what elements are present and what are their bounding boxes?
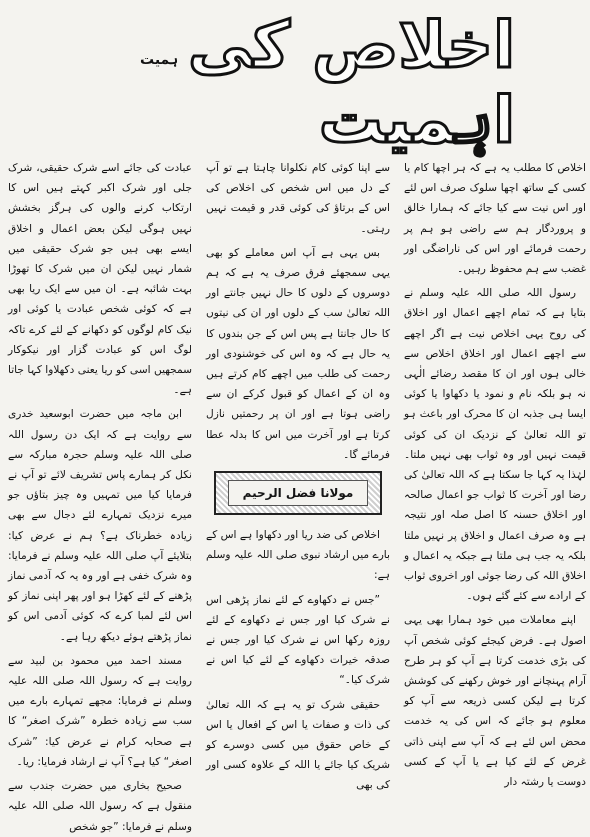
paragraph: اپنے معاملات میں خود ہمارا بھی یہی اصول ہے۔ فرض کیجئے کوئی شخص آپ کی بڑی خدمت کرتا ہے آپ کو ہر طرح آرام پہنچانے اور خوش رکھنے کی کوشش کرتا ہے لیکن کسی ذریعہ سے آپ کو معلوم ہو جائے کہ اس کی یہ خدمت محض اس لئے ہے کہ آپ سے اپنی ذاتی غرض کے لئے کیا ہے یا آپ کے کسی دوست یا رشتہ دار bbox=[404, 614, 586, 789]
paragraph: اخلاص کا مطلب یہ ہے کہ ہر اچھا کام یا کسی کے ساتھ اچھا سلوک صرف اس لئے اور اس نیت سے کیا جائے کہ ہمارا خالق و پروردگار ہم سے راضی ہو ہم پر رحمت فرمائے اور اس کی ناراضگی اور غضب سے ہم محفوظ رہیں۔ bbox=[404, 162, 586, 276]
author-byline-box bbox=[214, 471, 382, 515]
paragraph: ابن ماجہ میں حضرت ابوسعید خدری سے روایت ہے کہ ایک دن رسول اللہ صلی اللہ علیہ وسلم حجرہ مبارکہ سے نکل کر ہمارے پاس تشریف لائے تو آپ نے فرمایا کیا میں تمہیں وہ چیز بتاؤں جو میرے نزدیک تمہارے لئے دجال سے بھی زیادہ خطرناک ہے؟ ہم نے عرض کیا: بتلایئے آپ صلی اللہ علیہ وسلم نے فرمایا: وہ شرک خفی ہے اور وہ یہ کہ آدمی نماز پڑھنے کے لئے کھڑا ہو اور پھر اپنی نماز کو اس لئے لمبا کرے کہ کوئی آدمی اس کو نماز پڑھتے ہوئے دیکھ رہا ہے۔ bbox=[8, 408, 192, 643]
column-middle bbox=[206, 158, 390, 792]
paragraph: بس یہی ہے آپ اس معاملے کو بھی یہی سمجھئے فرق صرف یہ ہے کہ ہم دوسروں کے دلوں کا حال نہیں جانتے اور اللہ تعالیٰ سب کے دلوں اور ان کی نیتوں کا حال جانتا ہے پس اس کے جن بندوں کا یہ حال ہے کہ وہ اس کی خوشنودی اور رحمت کی طلب میں اچھے کام کرتے ہیں وہ ان کے اعمال کو قبول کرکے ان سے راضی ہوتا ہے اور ان پر رحمتیں نازل کرتا ہے اور آخرت میں اس کا بدلہ عطا فرمائے گا۔ bbox=[206, 246, 390, 461]
paragraph: عبادت کی جائے اسے شرک حقیقی، شرک جلی اور شرک اکبر کہتے ہیں اس کا ارتکاب کرنے والوں کی ہرگز بخشش نہیں ہوگی لیکن بعض اعمال و اخلاق ایسے بھی ہیں جو شرک حقیقی میں شمار نہیں لیکن ان میں شرک کا تھوڑا بہت شائبہ ہے۔ ان میں سے ایک ریا بھی ہے کہ کوئی شخص عبادت یا کوئی اور نیک کام لوگوں کو دکھانے کے لئے کرے تاکہ لوگ اس کو عبادت گزار اور نیکوکار سمجھیں اسی کو ریا یعنی دکھلاوا کہا جاتا ہے۔ bbox=[8, 162, 192, 397]
author-name: مولانا فضل الرحیم bbox=[228, 480, 369, 506]
paragraph: صحیح بخاری میں حضرت جندب سے منقول ہے کہ رسول اللہ صلی اللہ علیہ وسلم نے فرمایا: ”جو شخص bbox=[8, 780, 192, 833]
column-left bbox=[8, 158, 192, 833]
paragraph: رسول اللہ صلی اللہ علیہ وسلم نے بتایا ہے کہ تمام اچھے اعمال اور اخلاق کی روح یہی اخلاص نیت ہے اگر اچھے سے اچھے اعمال اور اخلاق اخلاص سے خالی ہوں اور ان کا مقصد رضائے الٰہی نہ ہو بلکہ نام و نمود یا دکھاوا یا کوئی ایسا ہی جذبہ ان کا محرک اور باعث ہو تو اللہ تعالیٰ کے نزدیک ان کی کوئی قیمت نہیں اور وہ ثواب بھی نہیں ملتا۔ لہٰذا یہ کہا جا سکتا ہے کہ اللہ تعالیٰ کی رضا اور آخرت کا ثواب جو اعمال صالحہ اور اخلاق حسنہ کا اصل صلہ اور نتیجہ ہے وہ صرف اعمال و اخلاق پر نہیں ملتا بلکہ یہ جب ہی ملتا ہے جبکہ یہ اعمال و اخلاق اللہ کی رضا جوئی اور اخروی ثواب کے ارادے سے کئے گئے ہوں۔ bbox=[404, 287, 586, 603]
paragraph: اخلاص کی ضد ریا اور دکھاوا ہے اس کے بارے میں ارشاد نبوی صلی اللہ علیہ وسلم ہے: bbox=[206, 529, 390, 582]
article-title: اخلاص کی اہمیت bbox=[188, 8, 515, 158]
paragraph: سے اپنا کوئی کام نکلوانا چاہتا ہے تو آپ کے دل میں اس شخص کی اخلاص کی اس کے برتاؤ کی کوئی قدر و قیمت نہیں رہتی۔ bbox=[206, 162, 390, 235]
title-accent: ہمیت bbox=[140, 52, 179, 68]
column-right bbox=[404, 158, 586, 789]
paragraph: حقیقی شرک تو یہ ہے کہ اللہ تعالیٰ کی ذات و صفات یا اس کے افعال یا اس کے خاص حقوق میں کسی دوسرے کو شریک کیا جائے یا اللہ کے علاوہ کسی اور کی بھی bbox=[206, 698, 390, 792]
paragraph: مسند احمد میں محمود بن لبید سے روایت ہے کہ رسول اللہ صلی اللہ علیہ وسلم نے فرمایا: مجھے تمہارے بارے میں سب سے زیادہ خطرہ ”شرک اصغر“ کا ہے صحابہ کرام نے عرض کیا: ”شرک اصغر“ کیا ہے؟ آپ نے ارشاد فرمایا: ریا۔ bbox=[8, 654, 192, 768]
hadith-quote: ”جس نے دکھاوے کے لئے نماز پڑھی اس نے شرک کیا اور جس نے دکھاوے کے لئے روزہ رکھا اس نے شرک کیا اور جس نے صدقہ خیرات دکھاوے کے لئے کیا اس نے شرک کیا۔“ bbox=[206, 593, 390, 687]
article-body bbox=[8, 158, 586, 833]
